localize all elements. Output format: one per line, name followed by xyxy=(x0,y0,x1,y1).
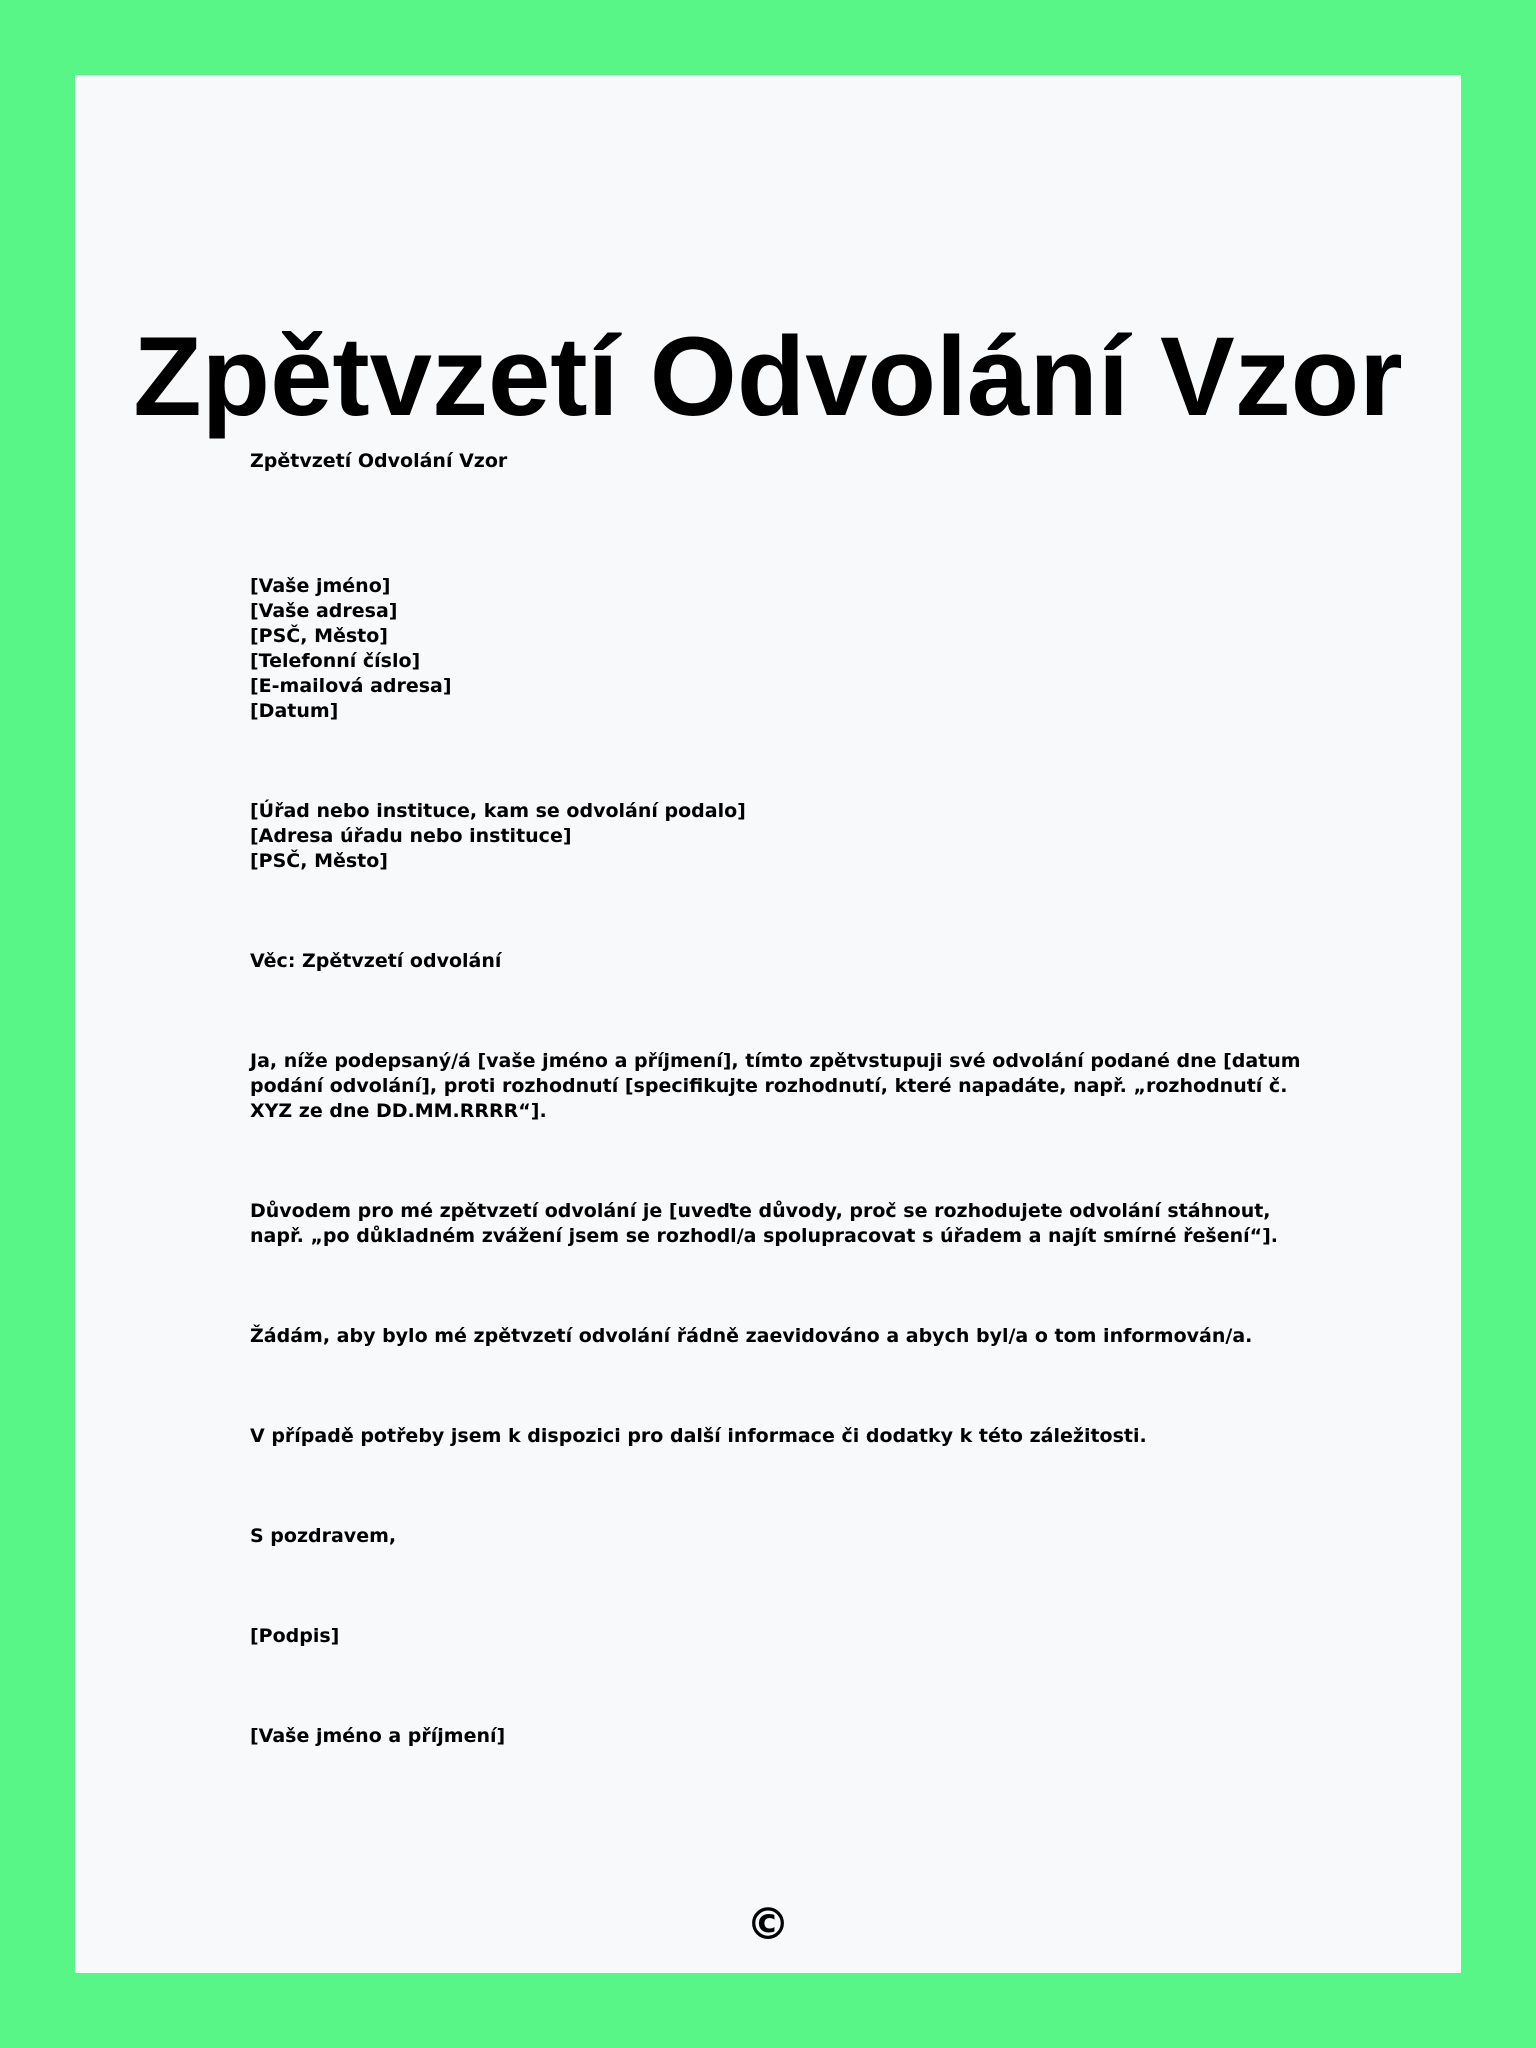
subject-line: Věc: Zpětvzetí odvolání xyxy=(250,950,502,972)
page-title: Zpětvzetí Odvolání Vzor xyxy=(133,314,1403,439)
sender-phone: [Telefonní číslo] xyxy=(250,650,421,672)
paragraph-availability: V případě potřeby jsem k dispozici pro další informace či dodatky k této záležitosti. xyxy=(250,1425,1147,1447)
sender-name: [Vaše jméno] xyxy=(250,575,391,597)
signature-placeholder: [Podpis] xyxy=(250,1625,340,1647)
paragraph-request: Žádám, aby bylo mé zpětvzetí odvolání řádně zaevidováno a abych byl/a o tom informován/a. xyxy=(250,1325,1253,1347)
signer-name: [Vaše jméno a příjmení] xyxy=(250,1725,506,1747)
recipient-office: [Úřad nebo instituce, kam se odvolání podalo] xyxy=(250,800,746,822)
sender-postal-city: [PSČ, Město] xyxy=(250,625,388,647)
closing-greeting: S pozdravem, xyxy=(250,1525,397,1547)
paragraph-withdrawal: Ja, níže podepsaný/á [vaše jméno a příjmení], tímto zpětvstupuji své odvolání podané dne [datum podání odvolání], proti rozhodnutí [specifikujte rozhodnutí, které napadáte, např. „rozhodnutí č. XYZ ze dne DD.MM.RRRR“]. xyxy=(250,1050,1301,1122)
recipient-block xyxy=(250,799,1330,874)
paragraph-reason: Důvodem pro mé zpětvzetí odvolání je [uveďte důvody, proč se rozhodujete odvolání stáhnout, např. „po důkladném zvážení jsem se rozhodl/a spolupracovat s úřadem a najít smírné řešení“]. xyxy=(250,1200,1279,1247)
document-subtitle: Zpětvzetí Odvolání Vzor xyxy=(250,450,508,472)
recipient-address: [Adresa úřadu nebo instituce] xyxy=(250,825,572,847)
sender-block xyxy=(250,574,1330,724)
copyright-icon: © xyxy=(746,1899,790,1950)
sender-address: [Vaše adresa] xyxy=(250,600,398,622)
sender-date: [Datum] xyxy=(250,700,339,722)
recipient-postal-city: [PSČ, Město] xyxy=(250,850,388,872)
document-page xyxy=(75,75,1461,1973)
sender-email: [E-mailová adresa] xyxy=(250,675,452,697)
